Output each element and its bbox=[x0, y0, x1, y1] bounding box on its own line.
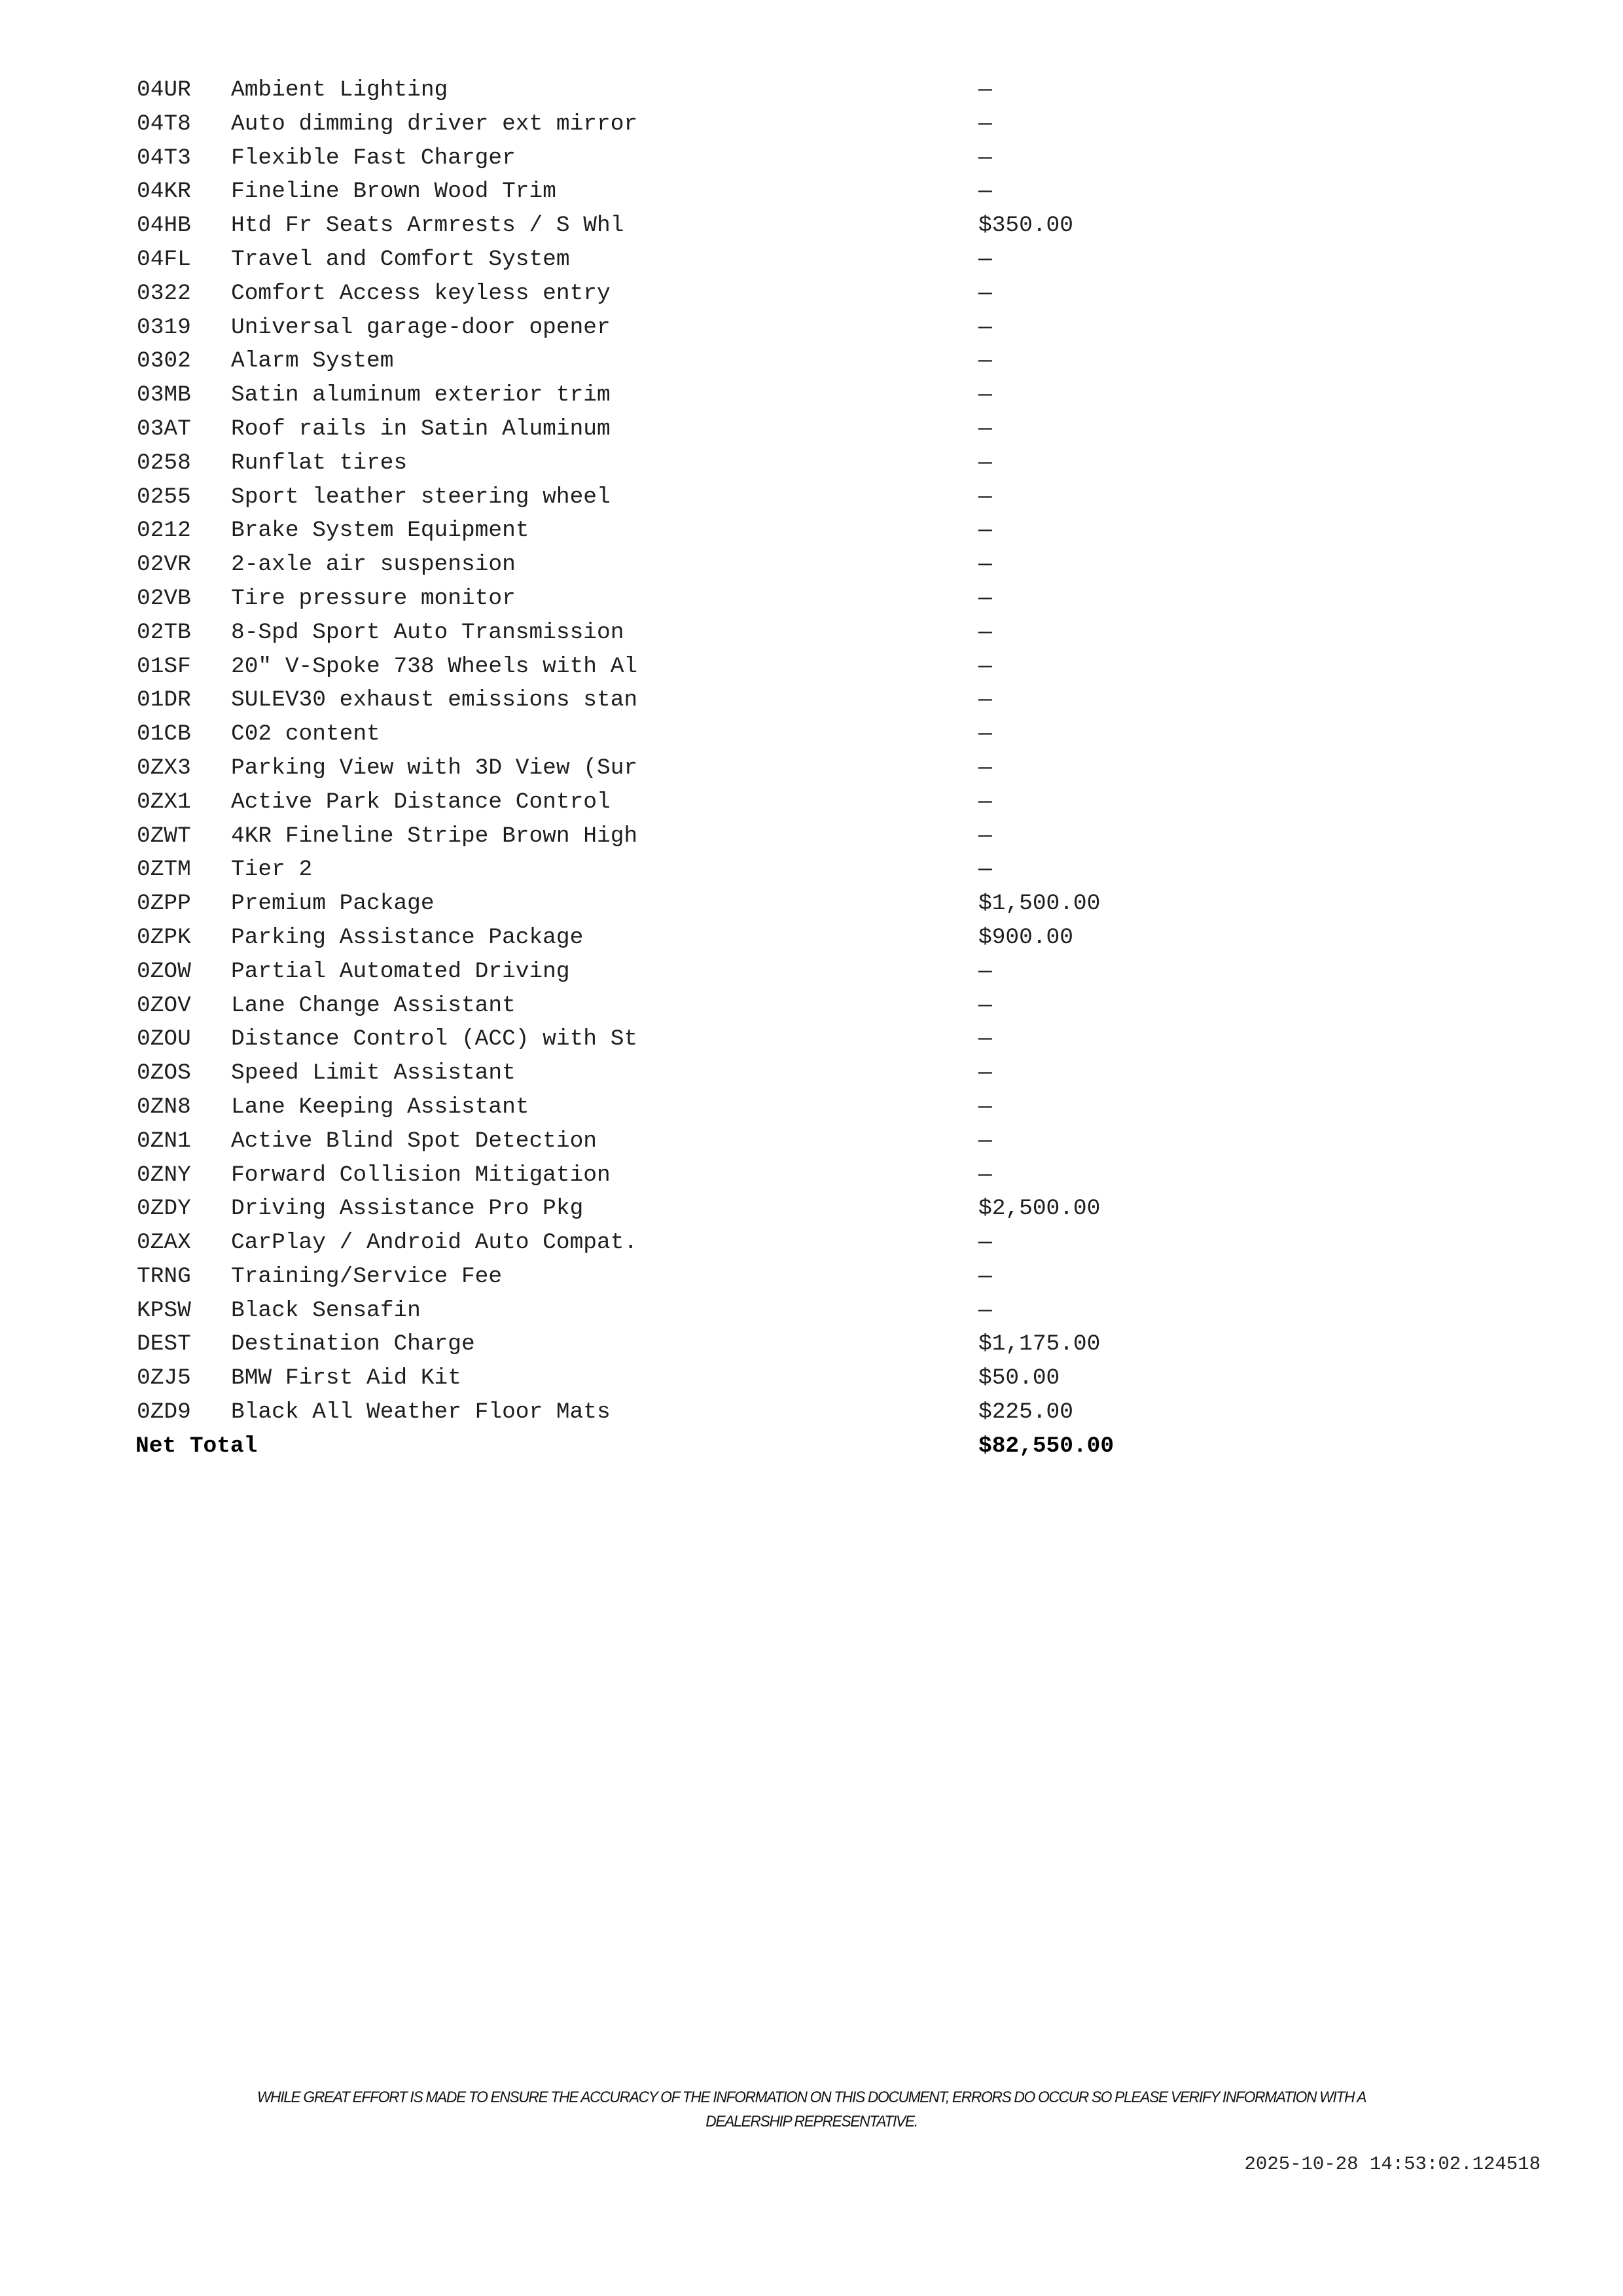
item-code: 04KR bbox=[137, 179, 191, 205]
item-price: $50.00 bbox=[978, 1365, 1060, 1391]
item-description: Htd Fr Seats Armrests / S Whl bbox=[231, 213, 624, 239]
item-price: — bbox=[978, 687, 992, 713]
line-item bbox=[0, 1158, 1623, 1193]
item-description: 8-Spd Sport Auto Transmission bbox=[231, 619, 624, 645]
item-code: 04T8 bbox=[137, 111, 191, 137]
line-item bbox=[0, 819, 1623, 853]
item-code: 01SF bbox=[137, 653, 191, 679]
item-code: 0ZDY bbox=[137, 1196, 191, 1222]
item-price: — bbox=[978, 1263, 992, 1289]
item-description: Tier 2 bbox=[231, 857, 313, 883]
line-item bbox=[0, 1294, 1623, 1328]
item-description: Black Sensafin bbox=[231, 1297, 421, 1323]
item-code: 0ZOV bbox=[137, 992, 191, 1018]
item-description: Runflat tires bbox=[231, 450, 408, 476]
item-description: Destination Charge bbox=[231, 1331, 475, 1357]
line-item bbox=[0, 378, 1623, 412]
item-description: 20" V-Spoke 738 Wheels with Al bbox=[231, 653, 638, 679]
item-description: Auto dimming driver ext mirror bbox=[231, 111, 638, 137]
item-description: Fineline Brown Wood Trim bbox=[231, 179, 556, 205]
line-item bbox=[0, 1226, 1623, 1260]
item-price: — bbox=[978, 314, 992, 340]
item-description: Sport leather steering wheel bbox=[231, 484, 611, 510]
line-item bbox=[0, 1395, 1623, 1429]
item-code: 0ZWT bbox=[137, 823, 191, 849]
net-total-value: $82,550.00 bbox=[978, 1433, 1115, 1459]
line-item bbox=[0, 1090, 1623, 1124]
item-price: — bbox=[978, 450, 992, 476]
item-description: Alarm System bbox=[231, 348, 394, 374]
item-code: 0ZD9 bbox=[137, 1399, 191, 1426]
item-description: Training/Service Fee bbox=[231, 1263, 503, 1289]
item-price: $1,500.00 bbox=[978, 891, 1101, 917]
disclaimer-line-2: DEALERSHIP REPRESENTATIVE. bbox=[705, 2113, 918, 2130]
item-price: — bbox=[978, 382, 992, 408]
line-item bbox=[0, 446, 1623, 480]
item-code: 0255 bbox=[137, 484, 191, 510]
item-description: Tire pressure monitor bbox=[231, 585, 516, 611]
item-code: 02VB bbox=[137, 585, 191, 611]
item-code: 0ZX1 bbox=[137, 789, 191, 815]
item-code: 04HB bbox=[137, 213, 191, 239]
item-description: SULEV30 exhaust emissions stan bbox=[231, 687, 638, 713]
item-price: — bbox=[978, 1128, 992, 1154]
item-price: — bbox=[978, 789, 992, 815]
line-item bbox=[0, 1260, 1623, 1294]
item-code: 0ZNY bbox=[137, 1162, 191, 1188]
item-code: 0ZX3 bbox=[137, 755, 191, 781]
item-code: 0ZOS bbox=[137, 1060, 191, 1086]
line-item bbox=[0, 1124, 1623, 1158]
item-description: 2-axle air suspension bbox=[231, 552, 516, 578]
line-item bbox=[0, 1327, 1623, 1361]
item-description: Lane Change Assistant bbox=[231, 992, 516, 1018]
item-code: 03AT bbox=[137, 416, 191, 442]
item-price: $225.00 bbox=[978, 1399, 1073, 1426]
options-list bbox=[0, 73, 1623, 1463]
item-description: Travel and Comfort System bbox=[231, 246, 570, 272]
line-item bbox=[0, 887, 1623, 921]
item-code: 01CB bbox=[137, 721, 191, 747]
item-price: — bbox=[978, 1026, 992, 1052]
item-price: — bbox=[978, 179, 992, 205]
item-price: — bbox=[978, 619, 992, 645]
item-description: Parking View with 3D View (Sur bbox=[231, 755, 638, 781]
item-price: — bbox=[978, 145, 992, 171]
item-code: 02VR bbox=[137, 552, 191, 578]
item-description: Distance Control (ACC) with St bbox=[231, 1026, 638, 1052]
item-price: — bbox=[978, 585, 992, 611]
item-code: 04T3 bbox=[137, 145, 191, 171]
line-item bbox=[0, 277, 1623, 311]
line-item bbox=[0, 751, 1623, 785]
item-price: — bbox=[978, 77, 992, 103]
disclaimer bbox=[177, 2085, 1446, 2134]
item-code: 04UR bbox=[137, 77, 191, 103]
item-description: Speed Limit Assistant bbox=[231, 1060, 516, 1086]
line-item bbox=[0, 548, 1623, 582]
item-price: — bbox=[978, 246, 992, 272]
line-item bbox=[0, 955, 1623, 989]
item-price: — bbox=[978, 1230, 992, 1256]
item-price: — bbox=[978, 1297, 992, 1323]
line-item bbox=[0, 683, 1623, 717]
item-price: — bbox=[978, 857, 992, 883]
item-code: 0ZJ5 bbox=[137, 1365, 191, 1391]
item-description: Driving Assistance Pro Pkg bbox=[231, 1196, 584, 1222]
line-item bbox=[0, 616, 1623, 650]
item-code: DEST bbox=[137, 1331, 191, 1357]
item-code: 0212 bbox=[137, 518, 191, 544]
line-item bbox=[0, 1192, 1623, 1226]
item-description: Parking Assistance Package bbox=[231, 924, 584, 950]
item-description: Comfort Access keyless entry bbox=[231, 280, 611, 306]
item-description: Brake System Equipment bbox=[231, 518, 529, 544]
item-price: — bbox=[978, 111, 992, 137]
item-price: $900.00 bbox=[978, 924, 1073, 950]
item-price: — bbox=[978, 1094, 992, 1120]
item-price: — bbox=[978, 552, 992, 578]
disclaimer-line-1: WHILE GREAT EFFORT IS MADE TO ENSURE THE ACCURACY OF THE INFORMATION ON THIS DOCUMENT, ERRORS DO OCCUR SO PLEASE VERIFY INFORMATION WITH A bbox=[257, 2089, 1366, 2106]
line-item bbox=[0, 514, 1623, 548]
timestamp: 2025-10-28 14:53:02.124518 bbox=[1244, 2153, 1541, 2175]
line-item bbox=[0, 650, 1623, 684]
item-price: — bbox=[978, 484, 992, 510]
line-item bbox=[0, 717, 1623, 751]
item-description: Universal garage-door opener bbox=[231, 314, 611, 340]
item-code: 0ZAX bbox=[137, 1230, 191, 1256]
item-code: 0ZN8 bbox=[137, 1094, 191, 1120]
net-total-label: Net Total bbox=[135, 1433, 258, 1459]
line-item bbox=[0, 311, 1623, 345]
item-price: — bbox=[978, 518, 992, 544]
line-item bbox=[0, 412, 1623, 446]
item-description: 4KR Fineline Stripe Brown High bbox=[231, 823, 638, 849]
item-code: 0302 bbox=[137, 348, 191, 374]
item-code: 0ZTM bbox=[137, 857, 191, 883]
item-description: CarPlay / Android Auto Compat. bbox=[231, 1230, 638, 1256]
item-code: 04FL bbox=[137, 246, 191, 272]
line-item bbox=[0, 1022, 1623, 1056]
item-code: KPSW bbox=[137, 1297, 191, 1323]
line-item bbox=[0, 175, 1623, 209]
line-item bbox=[0, 785, 1623, 819]
item-price: — bbox=[978, 416, 992, 442]
item-code: 0319 bbox=[137, 314, 191, 340]
line-item bbox=[0, 480, 1623, 514]
line-item bbox=[0, 344, 1623, 378]
item-code: 03MB bbox=[137, 382, 191, 408]
item-code: 0ZOU bbox=[137, 1026, 191, 1052]
item-description: Lane Keeping Assistant bbox=[231, 1094, 529, 1120]
item-price: — bbox=[978, 755, 992, 781]
item-price: $350.00 bbox=[978, 213, 1073, 239]
line-item bbox=[0, 921, 1623, 955]
line-item bbox=[0, 582, 1623, 616]
item-code: 0258 bbox=[137, 450, 191, 476]
item-code: 0ZOW bbox=[137, 958, 191, 984]
item-price: — bbox=[978, 653, 992, 679]
item-price: $1,175.00 bbox=[978, 1331, 1101, 1357]
item-price: — bbox=[978, 280, 992, 306]
net-total-row bbox=[0, 1429, 1623, 1463]
line-item bbox=[0, 73, 1623, 107]
item-description: C02 content bbox=[231, 721, 380, 747]
item-description: Partial Automated Driving bbox=[231, 958, 570, 984]
item-price: — bbox=[978, 992, 992, 1018]
line-item bbox=[0, 853, 1623, 887]
item-price: — bbox=[978, 721, 992, 747]
item-code: 0ZPK bbox=[137, 924, 191, 950]
line-item bbox=[0, 989, 1623, 1023]
item-code: 02TB bbox=[137, 619, 191, 645]
item-price: — bbox=[978, 823, 992, 849]
item-description: Satin aluminum exterior trim bbox=[231, 382, 611, 408]
item-price: — bbox=[978, 1162, 992, 1188]
line-item bbox=[0, 209, 1623, 243]
line-item bbox=[0, 1056, 1623, 1090]
item-code: 0322 bbox=[137, 280, 191, 306]
line-item bbox=[0, 141, 1623, 175]
item-code: 0ZN1 bbox=[137, 1128, 191, 1154]
item-price: — bbox=[978, 1060, 992, 1086]
item-code: TRNG bbox=[137, 1263, 191, 1289]
item-description: Roof rails in Satin Aluminum bbox=[231, 416, 611, 442]
item-code: 0ZPP bbox=[137, 891, 191, 917]
item-description: Flexible Fast Charger bbox=[231, 145, 516, 171]
line-item bbox=[0, 243, 1623, 277]
item-description: Ambient Lighting bbox=[231, 77, 448, 103]
line-item bbox=[0, 1361, 1623, 1395]
item-price: — bbox=[978, 958, 992, 984]
item-description: Active Blind Spot Detection bbox=[231, 1128, 597, 1154]
item-description: Active Park Distance Control bbox=[231, 789, 611, 815]
item-description: Black All Weather Floor Mats bbox=[231, 1399, 611, 1426]
item-price: $2,500.00 bbox=[978, 1196, 1101, 1222]
item-description: Premium Package bbox=[231, 891, 435, 917]
item-price: — bbox=[978, 348, 992, 374]
line-item bbox=[0, 107, 1623, 141]
item-description: BMW First Aid Kit bbox=[231, 1365, 461, 1391]
item-description: Forward Collision Mitigation bbox=[231, 1162, 611, 1188]
item-code: 01DR bbox=[137, 687, 191, 713]
